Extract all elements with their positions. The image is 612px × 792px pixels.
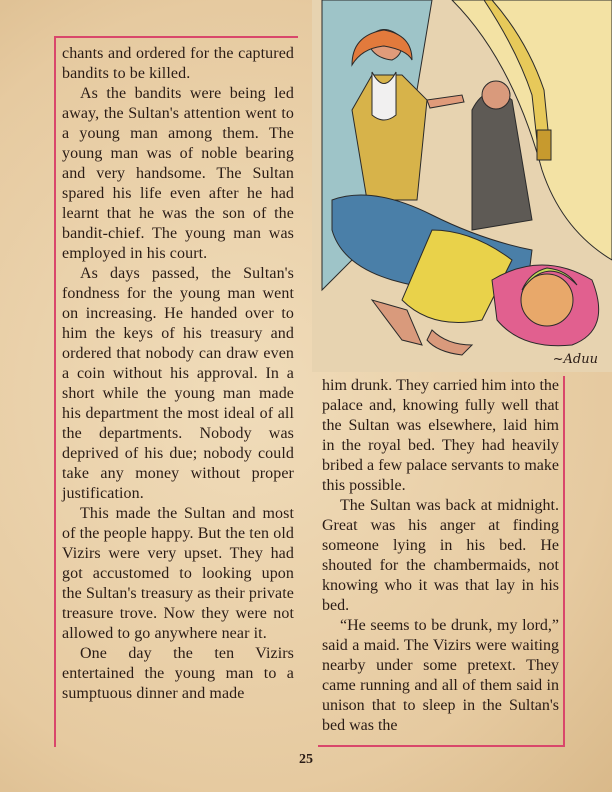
paragraph: One day the ten Vizirs entertained the young man to a sumptuous dinner and made xyxy=(62,645,294,702)
sultan-scene-illustration xyxy=(312,0,612,372)
paragraph: chants and ordered for the captured bandits to be killed. xyxy=(62,45,294,82)
paragraph: him drunk. They carried him into the palace and, knowing fully well that the Sultan was elsewhere, laid him in the royal bed. They had heavily bribed a few palace servants to make this possible. xyxy=(322,377,559,494)
left-text-column xyxy=(54,36,298,747)
paragraph: As days passed, the Sultan's fondness for the young man went on increasing. He handed over to him the keys of his treasury and ordered that nobody can draw even a coin without his approval. In a short while the young man made his department the most ideal of all the departments. Nobody was deprived of his due; nobody could take any money without proper justification. xyxy=(62,265,294,502)
paragraph: “He seems to be drunk, my lord,” said a maid. The Vizirs were waiting nearby under some pretext. They came running and all of them said in unison that to sleep in the Sultan's bed was the xyxy=(322,617,559,734)
paragraph: The Sultan was back at midnight. Great was his anger at finding someone lying in his bed. He shouted for the chambermaids, not knowing who it was that lay in his bed. xyxy=(322,497,559,614)
paragraph: As the bandits were being led away, the Sultan's attention went to a young man among them. The young man was of noble bearing and very handsome. The Sultan spared his life even after he had learnt that he was the son of the bandit-chief. The young man was employed in his court. xyxy=(62,85,294,262)
story-illustration xyxy=(312,0,612,372)
paragraph: This made the Sultan and most of the people happy. But the ten old Vizirs were very upset. They had got accustomed to looking upon the Sultan's treasury as their private treasure trove. Now they were not allowed to go anywhere near it. xyxy=(62,505,294,642)
page-number: 25 xyxy=(299,752,313,767)
artist-signature: ~Aduu xyxy=(552,352,598,367)
right-text-column xyxy=(318,376,565,747)
